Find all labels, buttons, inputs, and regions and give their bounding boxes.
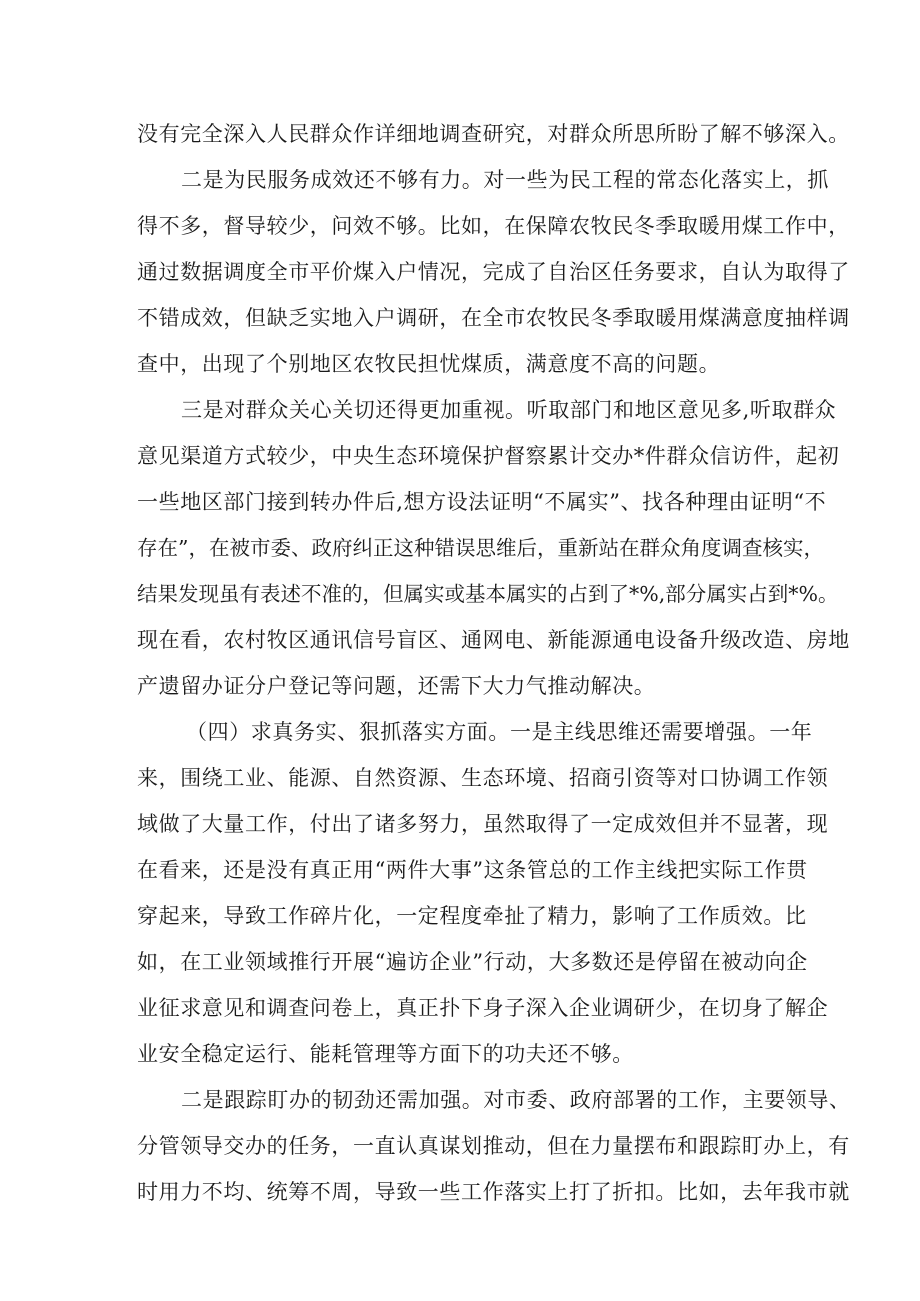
- text-line: 二是为民服务成效还不够有力。对一些为民工程的常态化落实上，抓: [181, 168, 829, 192]
- text-line: 时用力不均、统筹不周，导致一些工作落实上打了折扣。比如，去年我市就: [137, 1180, 850, 1204]
- text-line: 查中，出现了个别地区农牧民担忧煤质，满意度不高的问题。: [137, 352, 721, 376]
- text-line: 得不多，督导较少，问效不够。比如，在保障农牧民冬季取暖用煤工作中，: [137, 214, 850, 238]
- text-line: 业安全稳定运行、能耗管理等方面下的功夫还不够。: [137, 1042, 634, 1066]
- text-line: 穿起来，导致工作碎片化，一定程度牵扯了精力，影响了工作质效。比: [137, 904, 807, 928]
- text-line: 域做了大量工作，付出了诸多努力，虽然取得了一定成效但并不显著，现: [137, 812, 829, 836]
- text-line: 三是对群众关心关切还得更加重视。听取部门和地区意见多,听取群众: [181, 398, 837, 422]
- text-line: 意见渠道方式较少，中央生态环境保护督察累计交办*件群众信访件，起初: [137, 444, 840, 468]
- text-line: 存在”，在被市委、政府纠正这种错误思维后，重新站在群众角度调查核实，: [137, 536, 824, 560]
- text-line: 现在看，农村牧区通讯信号盲区、通网电、新能源通电设备升级改造、房地: [137, 628, 850, 652]
- text-line: 如，在工业领域推行开展“遍访企业”行动，大多数还是停留在被动向企: [137, 950, 808, 974]
- section-heading-line: （四）求真务实、狠抓落实方面。一是主线思维还需要增强。一年: [186, 720, 813, 744]
- text-line: 通过数据调度全市平价煤入户情况，完成了自治区任务要求，自认为取得了: [137, 260, 850, 284]
- text-line: 业征求意见和调查问卷上，真正扑下身子深入企业调研少，在切身了解企: [137, 996, 829, 1020]
- text-line: 没有完全深入人民群众作详细地调查研究，对群众所思所盼了解不够深入。: [137, 122, 850, 146]
- text-line: 一些地区部门接到转办件后,想方设法证明“不属实”、找各种理由证明“不: [137, 490, 827, 514]
- text-line: 分管领导交办的任务，一直认真谋划推动，但在力量摆布和跟踪盯办上，有: [137, 1134, 850, 1158]
- text-line: 在看来，还是没有真正用“两件大事”这条管总的工作主线把实际工作贯: [137, 858, 808, 882]
- text-line: 产遗留办证分户登记等问题，还需下大力气推动解决。: [137, 674, 656, 698]
- text-line: 来，围绕工业、能源、自然资源、生态环境、招商引资等对口协调工作领: [137, 766, 829, 790]
- text-line: 不错成效，但缺乏实地入户调研，在全市农牧民冬季取暖用煤满意度抽样调: [137, 306, 850, 330]
- text-line: 结果发现虽有表述不准的，但属实或基本属实的占到了*%,部分属实占到*%。: [137, 582, 839, 606]
- text-line: 二是跟踪盯办的韧劲还需加强。对市委、政府部署的工作，主要领导、: [181, 1088, 851, 1112]
